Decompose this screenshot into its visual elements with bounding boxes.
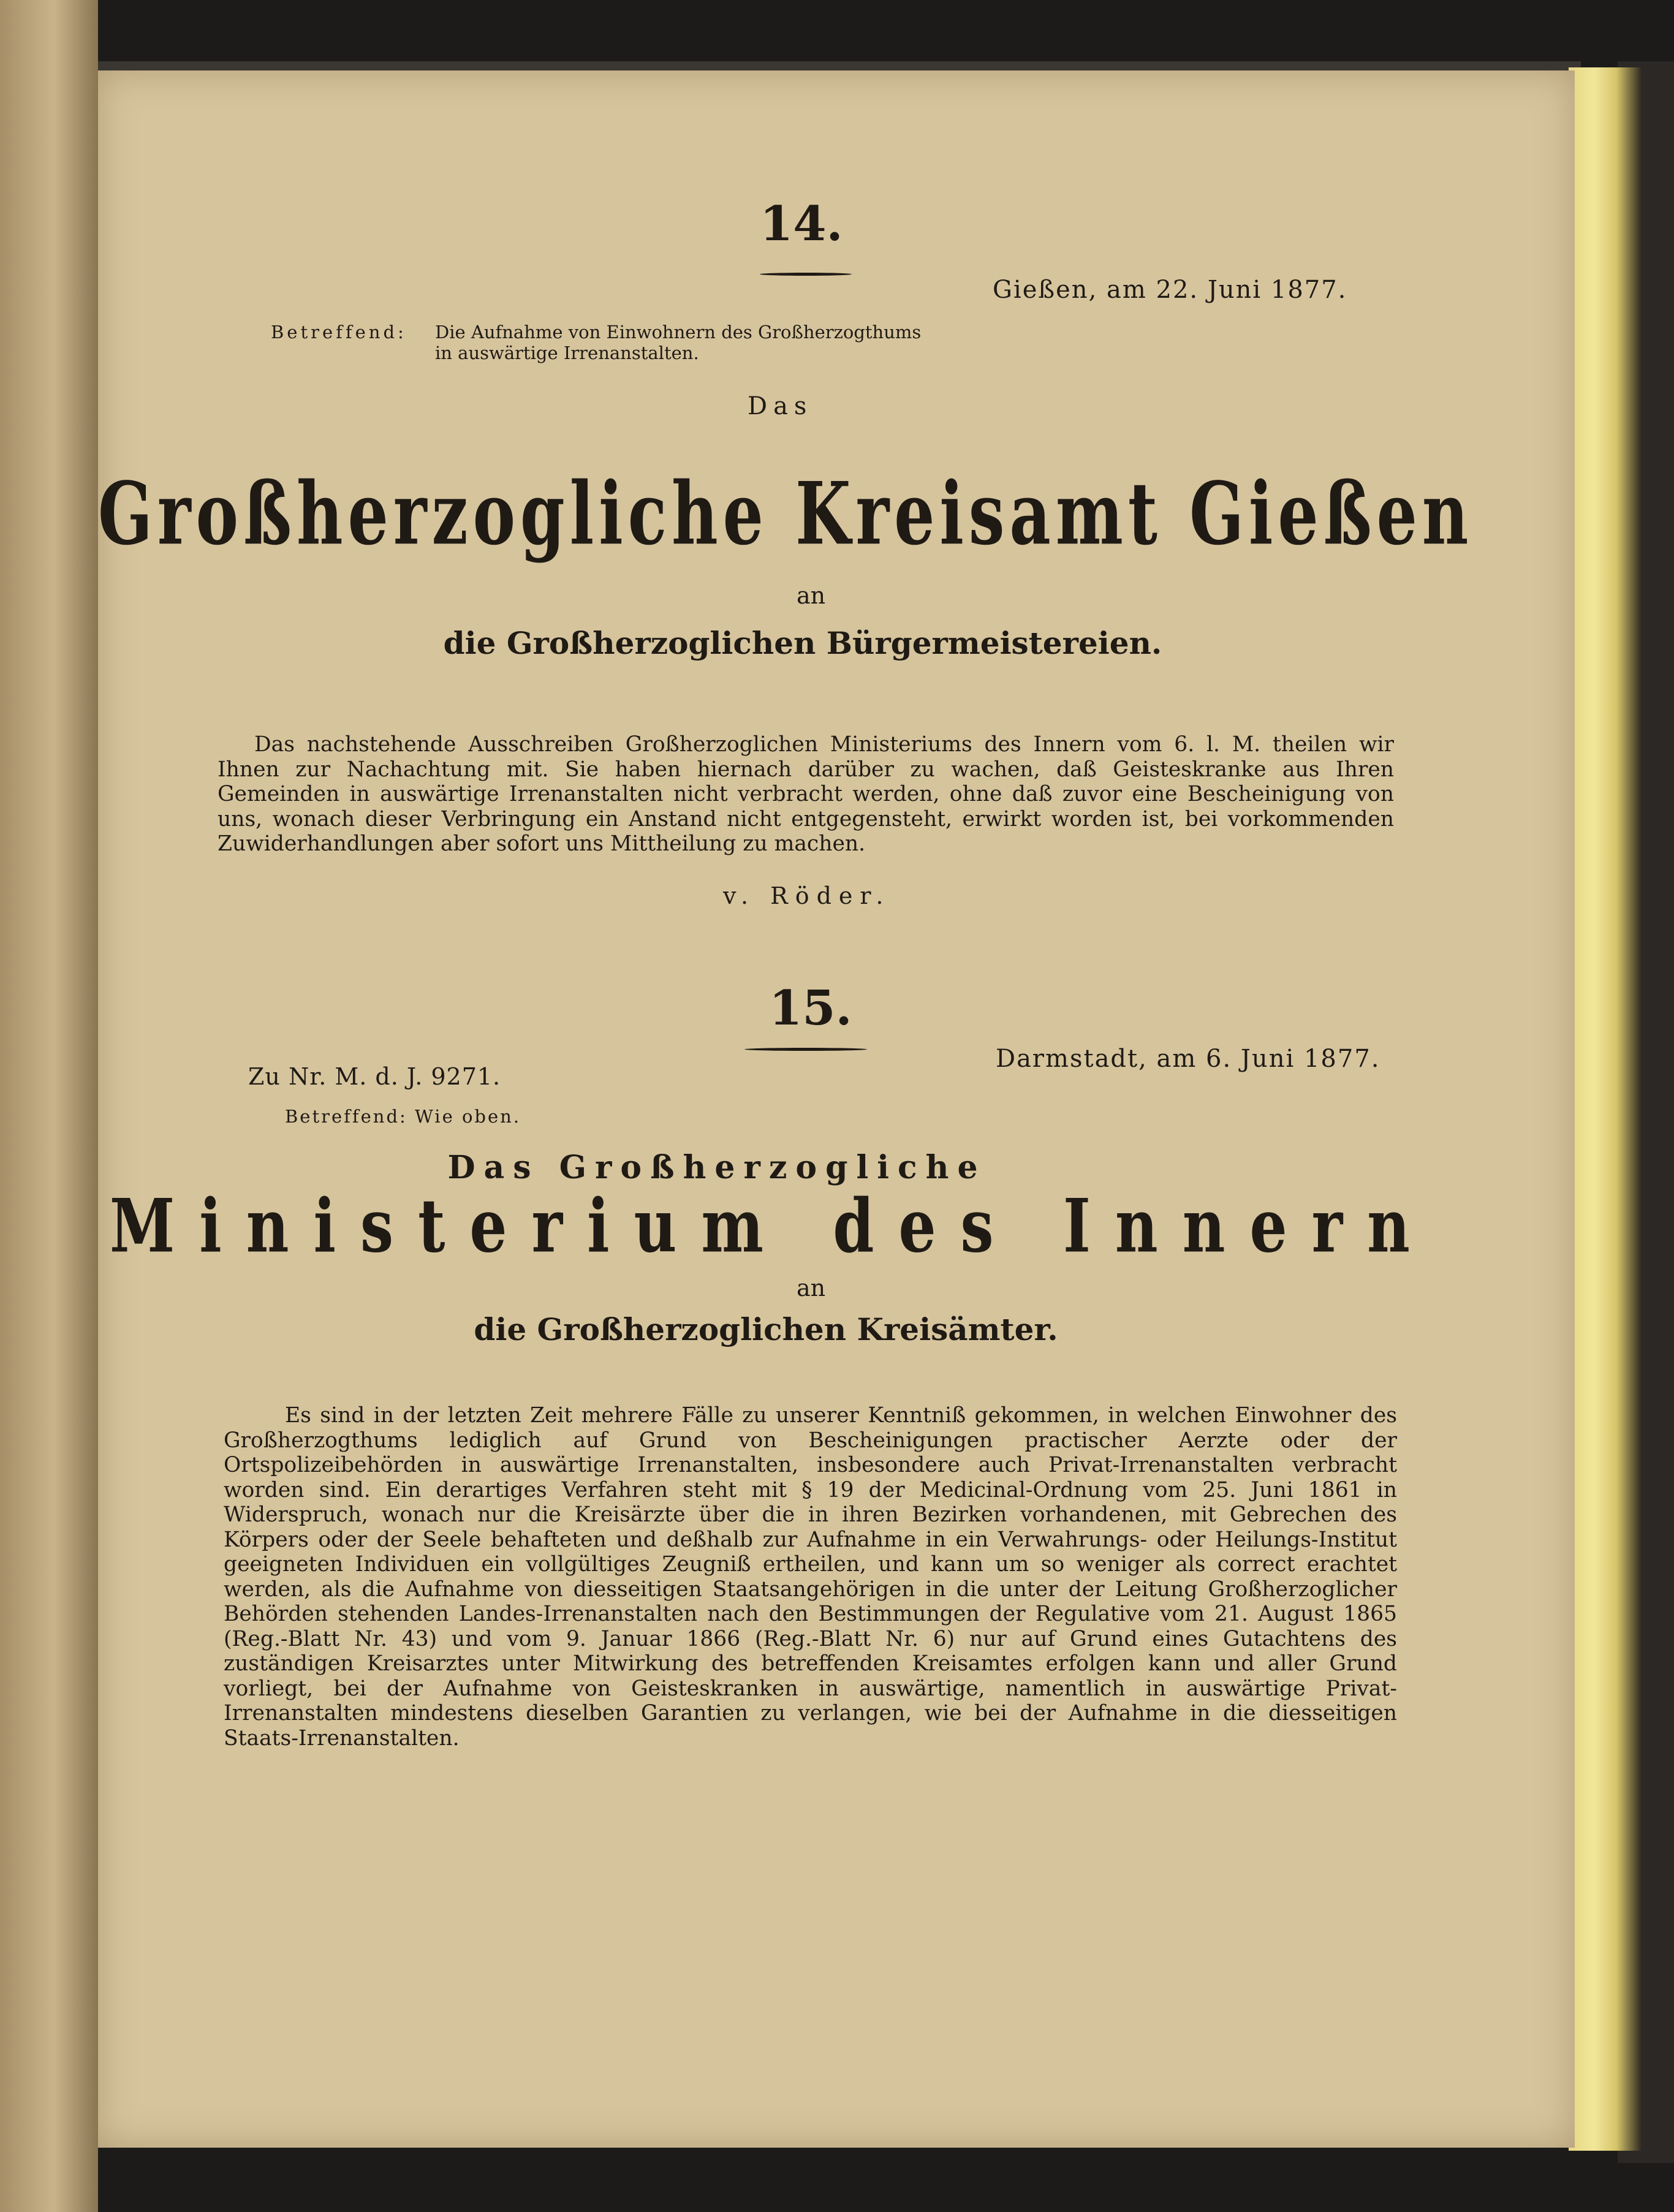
number-flourish <box>744 1048 867 1051</box>
body-14: Das nachstehende Ausschreiben Großherzoglichen Ministeriums des Innern vom 6. l. M. theilen wir Ihnen zur Nachachtung mit. Sie haben hiernach darüber zu wachen, daß Geisteskranke aus Ihren Gemeinden in auswärtige Irrenanstalten nicht verbracht werden, ohne daß zuvor eine Bescheinigung von uns, wonach dieser Verbringung ein Anstand nicht entgegensteht, erwirkt worden ist, bei vorkommenden Zuwiderhandlungen aber sofort uns Mittheilung zu machen. <box>218 732 1394 856</box>
page-edges <box>1569 67 1642 2151</box>
left-page-edge <box>0 0 98 2212</box>
recipients-15: die Großherzoglichen Kreisämter. <box>474 1311 1058 1347</box>
document-number-15: 15. <box>769 980 852 1036</box>
document-number-14: 14. <box>760 196 843 252</box>
date-15: Darmstadt, am 6. Juni 1877. <box>996 1045 1380 1073</box>
reference-15: Zu Nr. M. d. J. 9271. <box>248 1063 501 1090</box>
subject-15: Betreffend: Wie oben. <box>285 1106 521 1127</box>
number-flourish <box>760 273 852 276</box>
body-15: Es sind in der letzten Zeit mehrere Fälle zu unserer Kenntniß gekommen, in welchen Einwohner des Großherzogthums lediglich auf Grund von Bescheinigungen practischer Aerzte oder der Ortspolizeibehörden in auswärtige Irrenanstalten, insbesondere auch Privat-Irrenanstalten verbracht worden sind. Ein derartiges Verfahren steht mit § 19 der Medicinal-Ordnung vom 25. Juni 1861 in Widerspruch, wonach nur die Kreisärzte über die in ihren Bezirken vorhandenen, mit Gebrechen des Körpers oder der Seele behafteten und deßhalb zur Aufnahme in ein Verwahrungs- oder Heilungs-Institut geeigneten Individuen ein vollgültiges Zeugniß ertheilen, und kann um so weniger als correct erachtet werden, als die Aufnahme von diesseitigen Staatsangehörigen in die unter der Leitung Großherzoglicher Behörden stehenden Landes-Irrenanstalten nach den Bestimmungen der Regulative vom 21. August 1865 (Reg.-Blatt Nr. 43) und vom 9. Januar 1866 (Reg.-Blatt Nr. 6) nur auf Grund eines Gutachtens des zuständigen Kreisarztes unter Mitwirkung des betreffenden Kreisamtes erfolgen kann und aller Grund vorliegt, bei der Aufnahme von Geisteskranken in auswärtige, namentlich in auswärtige Privat-Irrenanstalten mindestens dieselben Garantien zu verlangen, wie bei der Aufnahme in die diesseitigen Staats-Irrenanstalten. <box>224 1403 1397 1751</box>
article-line-15: Das Großherzogliche <box>447 1149 987 1186</box>
recipients-14: die Großherzoglichen Bürgermeistereien. <box>443 625 1162 661</box>
document-page <box>98 70 1575 2148</box>
subject-label-14: Betreffend: <box>271 322 407 343</box>
subject-14: Die Aufnahme von Einwohnern des Großherzogthums in auswärtige Irrenanstalten. <box>435 322 922 363</box>
article-14: Das <box>748 392 813 420</box>
signature-14: v. Röder. <box>723 882 891 909</box>
date-14: Gießen, am 22. Juni 1877. <box>993 276 1347 304</box>
an-14: an <box>797 582 826 609</box>
sender-14: Großherzogliche Kreisamt Gießen <box>98 463 1474 565</box>
an-15: an <box>797 1275 826 1301</box>
sender-15: Ministerium des Innern <box>110 1183 1434 1270</box>
